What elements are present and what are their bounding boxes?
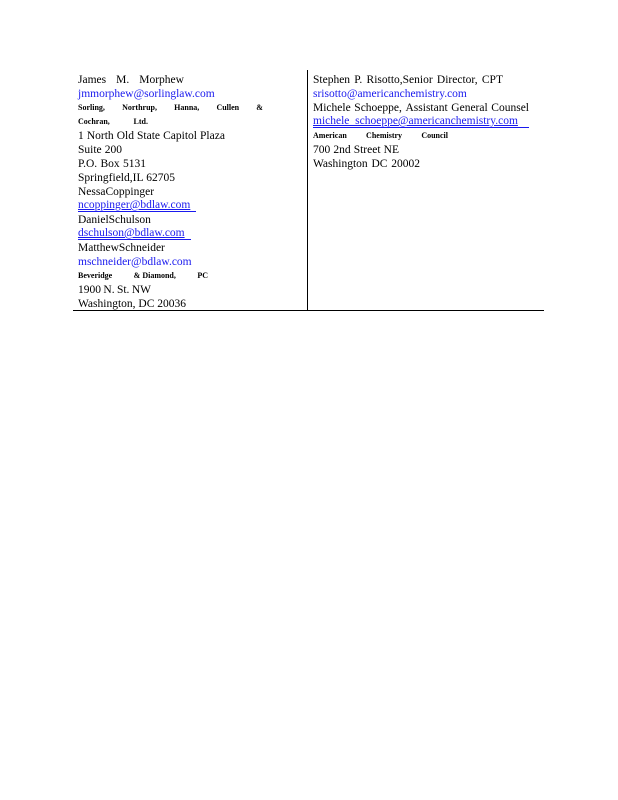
email-link-risotto[interactable]: srisotto@americanchemistry.com — [313, 88, 467, 100]
name-word: Coppinger — [105, 186, 155, 198]
address-word: Box — [100, 158, 120, 170]
address-word: 20002 — [391, 158, 420, 170]
address-word: DC — [138, 298, 155, 310]
address-line — [78, 129, 225, 143]
firm-word: & — [256, 103, 263, 112]
name-word: Director, — [436, 74, 478, 86]
address-word: Plaza — [200, 130, 225, 142]
firm-word: Cochran, — [78, 117, 110, 126]
name-word: Matthew — [78, 242, 119, 254]
name-word: Michele — [313, 102, 351, 114]
address-word: 2nd — [333, 144, 351, 156]
address-word: Street — [353, 144, 381, 156]
service-list-table — [73, 70, 544, 311]
contact-name-schulson — [78, 213, 149, 227]
address-word: 20036 — [157, 298, 186, 310]
address-word: Washington — [313, 158, 368, 170]
name-word: Assistant — [405, 102, 448, 114]
address-word: N. — [103, 284, 115, 296]
contact-name-schoeppe — [313, 101, 529, 115]
firm-word: & Diamond, — [133, 271, 176, 280]
name-word: General — [451, 102, 488, 114]
address-line — [313, 143, 399, 157]
address-word: Old — [116, 130, 134, 142]
address-word: Suite — [78, 144, 102, 156]
address-word: DC — [371, 158, 388, 170]
email-line — [78, 87, 263, 101]
name-word: Counsel — [491, 102, 529, 114]
org-word: American — [313, 131, 347, 140]
address-line — [78, 157, 146, 171]
address-word: 1 — [78, 130, 84, 142]
right-column — [313, 73, 529, 171]
email-link-schneider[interactable]: mschneider@bdlaw.com — [78, 256, 192, 268]
firm-word: Hanna, — [174, 103, 200, 112]
address-line — [78, 297, 186, 311]
org-name-acc — [313, 129, 448, 143]
name-word: Schulson — [108, 214, 151, 226]
address-line — [78, 283, 151, 297]
email-line — [78, 255, 263, 269]
firm-word: Ltd. — [133, 117, 148, 126]
column-divider — [307, 70, 308, 310]
firm-name-beveridge — [78, 269, 208, 283]
name-word: Schneider — [118, 242, 165, 254]
contact-name-morphew — [78, 73, 184, 87]
name-word: Risotto,Senior — [366, 74, 433, 86]
name-word: Morphew — [139, 74, 184, 86]
name-word: P. — [354, 74, 363, 86]
address-line — [313, 157, 420, 171]
address-word: State — [137, 130, 161, 142]
name-word: Schoeppe, — [354, 102, 402, 114]
firm-word: Sorling, — [78, 103, 105, 112]
email-line — [78, 227, 263, 241]
email-link-coppinger[interactable]: ncoppinger@bdlaw.com — [78, 199, 196, 212]
address-word: 62705 — [146, 172, 175, 184]
address-word: Capitol — [163, 130, 197, 142]
email-line — [313, 87, 529, 101]
email-link-schoeppe[interactable]: michele_schoeppe@americanchemistry.com — [313, 115, 529, 128]
firm-word: PC — [197, 271, 208, 280]
address-line — [78, 171, 175, 185]
email-link-morphew[interactable]: jmmorphew@sorlinglaw.com — [78, 88, 215, 100]
contact-name-risotto — [313, 73, 503, 87]
org-word: Council — [421, 131, 448, 140]
address-word: 5131 — [122, 158, 146, 170]
contact-name-coppinger — [78, 185, 155, 199]
name-word: M. — [116, 74, 130, 86]
address-word: Washington, — [78, 298, 136, 310]
address-word: St. — [116, 284, 130, 296]
name-word: Nessa — [78, 186, 106, 198]
address-word: 1900 — [78, 284, 101, 296]
name-word: Daniel — [78, 214, 109, 226]
name-word: James — [78, 74, 107, 86]
address-word: NW — [131, 284, 151, 296]
contact-name-schneider — [78, 241, 165, 255]
email-line — [313, 115, 529, 129]
name-word: Stephen — [313, 74, 351, 86]
address-word: NE — [383, 144, 399, 156]
name-word: CPT — [481, 74, 503, 86]
address-word: North — [86, 130, 114, 142]
firm-name-sorling — [78, 101, 263, 115]
left-column — [78, 73, 263, 311]
address-word: 700 — [313, 144, 331, 156]
email-link-schulson[interactable]: dschulson@bdlaw.com — [78, 227, 191, 240]
firm-name-sorling-cont — [78, 115, 148, 129]
firm-word: Beveridge — [78, 271, 113, 280]
address-line — [78, 143, 122, 157]
org-word: Chemistry — [366, 131, 403, 140]
address-word: P.O. — [78, 158, 98, 170]
address-word: Springfield,IL — [78, 172, 144, 184]
firm-word: Northrup, — [122, 103, 157, 112]
firm-word: Cullen — [216, 103, 240, 112]
email-line — [78, 199, 263, 213]
address-word: 200 — [104, 144, 122, 156]
